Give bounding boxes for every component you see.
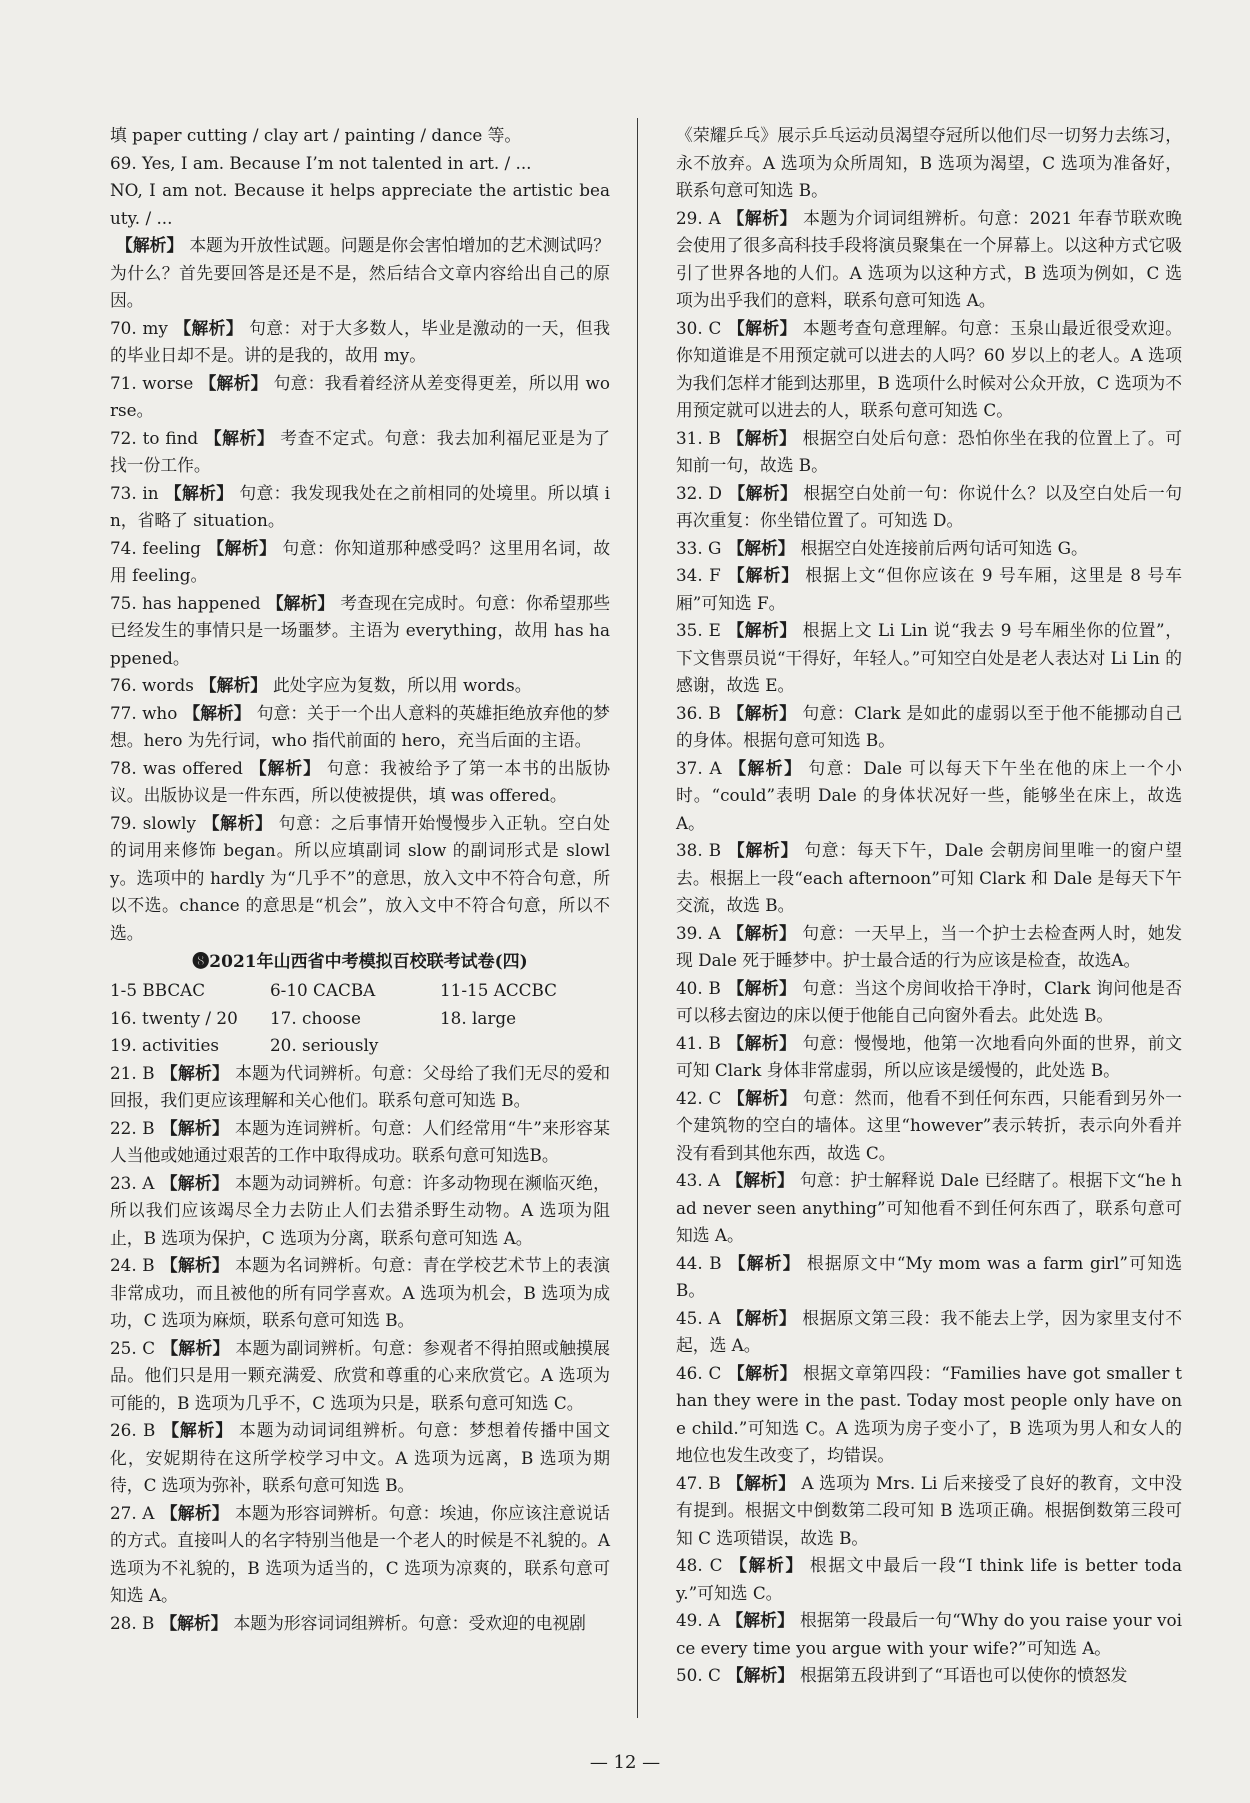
- answer-number: 36. B: [676, 702, 721, 723]
- answer-entry: [676, 837, 1182, 920]
- answer-number: 49. A: [676, 1610, 721, 1630]
- answer-entry: [110, 315, 610, 370]
- answer-number: 73. in: [110, 482, 159, 503]
- answer-number: 44. B: [676, 1252, 722, 1273]
- answer-text: 句意：慢慢地，他第一次地看向外面的世界，前文可知 Clark 身体非常虚弱，所以应该是缓慢的，此处选 B。: [676, 1032, 1182, 1080]
- answer-text: 本题为形容词辨析。句意：埃迪，你应该注意说话的方式。直接叫人的名字特别当他是一个老人的时候是不礼貌的。A 选项为不礼貌的，B 选项为适当的，C 选项为凉爽的，联系句意可知选 A。: [110, 1502, 610, 1605]
- section-heading: ❽2021年山西省中考模拟百校联考试卷(四): [192, 952, 528, 972]
- answer-entry: [110, 590, 610, 673]
- answer-number: 71. worse: [110, 372, 194, 393]
- answer-text: 句意：每天下午，Dale 会朝房间里唯一的窗户望去。根据上一段“each afternoon”可知 Clark 和 Dale 是每天下午交流，故选 B。: [676, 840, 1182, 915]
- answer-entry: [676, 1250, 1182, 1305]
- page-number: — 12 —: [589, 1752, 661, 1773]
- answer-cell: [440, 1032, 610, 1060]
- answer-number: 45. A: [676, 1307, 721, 1328]
- answer-entry: [110, 122, 610, 150]
- answer-text: 句意：关于一个出人意料的英雄拒绝放弃他的梦想。hero 为先行词，who 指代前面的 hero，充当后面的主语。: [110, 702, 610, 750]
- answer-number: 37. A: [676, 757, 722, 778]
- analysis-tag: 【解析】: [726, 1472, 796, 1493]
- analysis-tag: 【解析】: [726, 427, 797, 448]
- answer-text: 根据空白处后句意：恐怕你坐在我的位置上了。可知前一句，故选 B。: [676, 427, 1182, 475]
- analysis-tag: 【解析】: [161, 1337, 230, 1358]
- left-column: [110, 122, 610, 1637]
- analysis-tag: 【解析】: [726, 702, 797, 723]
- answer-entry: [676, 617, 1182, 700]
- answer-number: 42. C: [676, 1087, 722, 1108]
- analysis-tag: 【解析】: [248, 757, 321, 778]
- answer-entry: [110, 370, 610, 425]
- answer-entry: [110, 150, 610, 178]
- analysis-tag: 【解析】: [727, 1362, 797, 1383]
- answer-text: 根据原文第三段：我不能去上学，因为家里支付不起，选 A。: [676, 1307, 1182, 1355]
- answer-entry: [110, 700, 610, 755]
- answer-row: [110, 977, 610, 1005]
- answer-entry: [676, 315, 1182, 425]
- answer-text: 本题为副词辨析。句意：参观者不得拍照或触摸展品。他们只是用一颗充满爱、欣赏和尊重的心来欣赏它。A 选项为可能的，B 选项为几乎不，C 选项为只是，联系句意可知选 C。: [110, 1337, 610, 1413]
- analysis-tag: 【解析】: [173, 317, 244, 338]
- answer-entry: [676, 425, 1182, 480]
- answer-entry: [676, 755, 1182, 838]
- answer-entry: [676, 1360, 1182, 1470]
- analysis-tag: 【解析】: [726, 1665, 795, 1685]
- answer-number: 28. B: [110, 1612, 155, 1633]
- answer-entry: [676, 1470, 1182, 1553]
- answer-text: 句意：当这个房间收拾干净时，Clark 询问他是否可以移去窗边的床以便于他能自己向窗外看去。此处选 B。: [676, 977, 1182, 1025]
- answer-text: 本题为连词辨析。句意：人们经常用“牛”来形容某人当他或她通过艰苦的工作中取得成功。联系句意可知选B。: [110, 1117, 610, 1165]
- answer-entry: [676, 480, 1182, 535]
- analysis-tag: 【解析】: [164, 482, 234, 503]
- answer-number: 76. words: [110, 675, 194, 695]
- answer-row: [110, 1032, 610, 1060]
- analysis-tag: 【解析】: [160, 1117, 229, 1138]
- answer-number: 32. D: [676, 482, 722, 503]
- answer-entry: [676, 920, 1182, 975]
- analysis-tag: 【解析】: [726, 1307, 797, 1328]
- answer-number: 34. F: [676, 565, 721, 585]
- analysis-tag: 【解析】: [727, 1252, 801, 1273]
- analysis-tag: 【解析】: [206, 537, 277, 558]
- answer-text: 句意：我被给予了第一本书的出版协议。出版协议是一件东西，所以使被提供，填 was offered。: [110, 757, 610, 805]
- answer-entry: [110, 1252, 610, 1335]
- answer-number: 41. B: [676, 1032, 721, 1053]
- answer-text: 本题为介词词组辨析。句意：2021 年春节联欢晚会使用了很多高科技手段将演员聚集在一个屏幕上。以这种方式它吸引了世界各地的人们。A 选项为以这种方式，B 选项为例如，C 选项为出乎我们的意料，联系句意可知选 A。: [676, 207, 1182, 310]
- answer-text: 根据第一段最后一句“Why do you raise your voice every time you argue with your wife?”可知选 A。: [676, 1610, 1182, 1658]
- answer-number: 70. my: [110, 317, 168, 338]
- answer-number: 79. slowly: [110, 812, 197, 833]
- analysis-tag: 【解析】: [727, 537, 795, 558]
- analysis-tag: 【解析】: [199, 372, 268, 393]
- answer-entry: [676, 975, 1182, 1030]
- answer-entry: [676, 535, 1182, 563]
- analysis-tag: 【解析】: [726, 207, 798, 228]
- answer-text: 根据空白处前一句：你说什么？以及空白处后一句再次重复：你坐错位置了。可知选 D。: [676, 482, 1182, 530]
- answer-number: 21. B: [110, 1062, 155, 1083]
- analysis-tag: 【解析】: [160, 1172, 229, 1193]
- analysis-tag: 【解析】: [116, 235, 184, 255]
- answer-text: 句意：然而，他看不到任何东西，只能看到另外一个建筑物的空白的墙体。这里“however”表示转折，表示向外看并没有看到其他东西，故选 C。: [676, 1087, 1182, 1163]
- answer-entry: [676, 562, 1182, 617]
- answer-cell: 17. choose: [270, 1007, 361, 1028]
- answer-entry: [110, 810, 610, 948]
- answer-text: 句意：Clark 是如此的虚弱以至于他不能挪动自己的身体。根据句意可知选 B。: [676, 702, 1182, 750]
- analysis-tag: 【解析】: [204, 427, 275, 448]
- analysis-tag: 【解析】: [202, 812, 273, 833]
- answer-text: 句意：我看着经济从差变得更差，所以用 worse。: [110, 372, 610, 420]
- answer-entry: [110, 1610, 610, 1638]
- answer-number: 22. B: [110, 1117, 155, 1138]
- analysis-tag: 【解析】: [727, 757, 803, 778]
- analysis-tag: 【解析】: [726, 922, 797, 943]
- answer-number: 38. B: [676, 840, 722, 860]
- answer-number: 78. was offered: [110, 757, 243, 778]
- answer-number: 43. A: [676, 1170, 721, 1190]
- answer-text: 填 paper cutting / clay art / painting / dance 等。: [110, 125, 522, 145]
- answer-entry: [110, 1417, 610, 1500]
- answer-entry: [110, 480, 610, 535]
- analysis-tag: 【解析】: [160, 1255, 230, 1275]
- answer-entry: [110, 1500, 610, 1610]
- analysis-tag: 【解析】: [266, 592, 335, 613]
- answer-text: 此处字应为复数，所以用 words。: [273, 675, 532, 695]
- answer-entry: [676, 122, 1182, 205]
- answer-number: 48. C: [676, 1555, 723, 1575]
- answer-cell: 11-15 ACCBC: [440, 980, 557, 1000]
- analysis-tag: 【解析】: [183, 702, 251, 723]
- answer-entry: [676, 1552, 1182, 1607]
- answer-entry: [676, 700, 1182, 755]
- analysis-tag: 【解析】: [199, 675, 268, 695]
- answer-text: 根据空白处连接前后两句话可知选 G。: [800, 537, 1088, 558]
- answer-entry: [676, 205, 1182, 315]
- answer-number: 75. has happened: [110, 592, 261, 613]
- answer-entry: [110, 1335, 610, 1418]
- answer-text: 根据文章第四段：“Families have got smaller than they were in the past. Today most people only have one child.”可知选 C。A 选项为房子变小了，B 选项为男人和女人的地位也发生改变了，均错误。: [676, 1362, 1182, 1465]
- answer-cell: 20. seriously: [270, 1035, 379, 1055]
- answer-entry: [676, 1662, 1182, 1690]
- answer-entry: [110, 232, 610, 315]
- analysis-tag: 【解析】: [161, 1420, 234, 1440]
- answer-entry: [676, 1030, 1182, 1085]
- analysis-tag: 【解析】: [727, 840, 799, 860]
- answer-text: 考查现在完成时。句意：你希望那些已经发生的事情只是一场噩梦。主语为 everything，故用 has happened。: [110, 592, 610, 668]
- analysis-tag: 【解析】: [726, 620, 797, 640]
- analysis-tag: 【解析】: [727, 482, 798, 503]
- answer-text: 根据第五段讲到了“耳语也可以使你的愤怒发: [800, 1665, 1128, 1685]
- answer-text: 本题考查句意理解。句意：玉泉山最近很受欢迎。你知道谁是不用预定就可以进去的人吗？60 岁以上的老人。A 选项为我们怎样才能到达那里，B 选项什么时候对公众开放，C 选项为不用预定就可以进去的人，联系句意可知选 C。: [676, 317, 1182, 420]
- answer-number: 26. B: [110, 1420, 156, 1440]
- answer-entry: [110, 755, 610, 810]
- analysis-tag: 【解析】: [726, 1610, 794, 1630]
- answer-entry: [676, 1607, 1182, 1662]
- answer-text: 根据原文中“My mom was a farm girl”可知选 B。: [676, 1252, 1182, 1300]
- answer-number: 25. C: [110, 1337, 156, 1358]
- answer-text: 本题为名词辨析。句意：青在学校艺术节上的表演非常成功，而且被他的所有同学喜欢。A 选项为机会，B 选项为成功，C 选项为麻烦，联系句意可知选 B。: [110, 1255, 610, 1330]
- answer-number: 47. B: [676, 1472, 721, 1493]
- answer-cell: 16. twenty / 20: [110, 1007, 238, 1028]
- answer-text: 《荣耀乒乓》展示乒乓运动员渴望夺冠所以他们尽一切努力去练习，永不放弃。A 选项为众所周知，B 选项为渴望，C 选项为准备好，联系句意可知选 B。: [676, 125, 1182, 200]
- answer-row: [110, 1005, 610, 1033]
- answer-text: 69. Yes, I am. Because I’m not talented in art. / ...: [110, 152, 532, 173]
- answer-cell: 18. large: [440, 1007, 517, 1028]
- answer-entry: [110, 1170, 610, 1253]
- answer-text: 句意：之后事情开始慢慢步入正轨。空白处的词用来修饰 began。所以应填副词 slow 的副词形式是 slowly。选项中的 hardly 为“几乎不”的意思，放入文中不符合句意，所以不选。chance 的意思是“机会”，放入文中不符合句意，所以不选。: [110, 812, 610, 943]
- answer-text: 根据上文“但你应该在 9 号车厢，这里是 8 号车厢”可知选 F。: [676, 565, 1182, 613]
- answer-text: NO, I am not. Because it helps appreciate the artistic beauty. / ...: [110, 180, 610, 228]
- answer-number: 33. G: [676, 537, 722, 558]
- answer-text: 句意：我发现我处在之前相同的处境里。所以填 in，省略了 situation。: [110, 482, 611, 530]
- answer-cell: 6-10 CACBA: [270, 980, 376, 1000]
- answer-text: 本题为动词词组辨析。句意：梦想着传播中国文化，安妮期待在这所学校学习中文。A 选项为远离，B 选项为期待，C 选项为弥补，联系句意可知选 B。: [110, 1420, 610, 1495]
- answer-number: 27. A: [110, 1502, 155, 1523]
- answer-text: 句意：Dale 可以每天下午坐在他的床上一个小时。“could”表明 Dale 的身体状况好一些，能够坐在床上，故选 A。: [676, 757, 1182, 833]
- answer-number: 46. C: [676, 1362, 722, 1383]
- analysis-tag: 【解析】: [726, 1170, 794, 1190]
- answer-number: 23. A: [110, 1172, 155, 1193]
- analysis-tag: 【解析】: [160, 1612, 228, 1633]
- analysis-tag: 【解析】: [728, 1555, 804, 1575]
- answer-text: 本题为动词辨析。句意：许多动物现在濒临灭绝，所以我们应该竭尽全力去防止人们去猎杀野生动物。A 选项为阻止，B 选项为保护，C 选项为分离，联系句意可知选 A。: [110, 1172, 610, 1248]
- answer-number: 39. A: [676, 922, 721, 943]
- answer-text: 根据文中最后一段“I think life is better today.”可知选 C。: [676, 1555, 1182, 1603]
- answer-text: 本题为代词辨析。句意：父母给了我们无尽的爱和回报，我们更应该理解和关心他们。联系句意可知选 B。: [110, 1062, 610, 1110]
- answer-text: 句意：护士解释说 Dale 已经瞎了。根据下文“he had never seen anything”可知他看不到任何东西了，联系句意可知选 A。: [676, 1170, 1182, 1245]
- analysis-tag: 【解析】: [160, 1062, 230, 1083]
- analysis-tag: 【解析】: [160, 1502, 229, 1523]
- answer-text: 本题为形容词词组辨析。句意：受欢迎的电视剧: [233, 1612, 586, 1633]
- analysis-tag: 【解析】: [727, 317, 797, 338]
- answer-text: 考查不定式。句意：我去加利福尼亚是为了找一份工作。: [110, 427, 610, 475]
- answer-number: 30. C: [676, 317, 722, 338]
- analysis-tag: 【解析】: [726, 1032, 797, 1053]
- answer-text: 本题为开放性试题。问题是你会害怕增加的艺术测试吗？为什么？首先要回答是还是不是，然后结合文章内容给出自己的原因。: [110, 235, 610, 310]
- answer-number: 29. A: [676, 207, 721, 228]
- answer-text: 根据上文 Li Lin 说“我去 9 号车厢坐你的位置”，下文售票员说“干得好，年轻人。”可知空白处是老人表达对 Li Lin 的感谢，故选 E。: [676, 620, 1182, 695]
- analysis-tag: 【解析】: [727, 1087, 797, 1108]
- answer-text: 句意：对于大多数人，毕业是激动的一天，但我的毕业日却不是。讲的是我的，故用 my。: [110, 317, 610, 365]
- answer-number: 77. who: [110, 702, 178, 723]
- answer-entry: [110, 425, 610, 480]
- answer-entry: [110, 672, 610, 700]
- answer-entry: [110, 1060, 610, 1115]
- answer-number: 50. C: [676, 1665, 721, 1685]
- answer-text: A 选项为 Mrs. Li 后来接受了良好的教育，文中没有提到。根据文中倒数第二段可知 B 选项正确。根据倒数第三段可知 C 选项错误，故选 B。: [676, 1472, 1182, 1548]
- answer-number: 35. E: [676, 620, 721, 640]
- answer-entry: [676, 1305, 1182, 1360]
- right-column: [676, 122, 1182, 1690]
- answer-number: 72. to find: [110, 427, 199, 448]
- answer-cell: 19. activities: [110, 1035, 220, 1055]
- answer-entry: [110, 535, 610, 590]
- analysis-tag: 【解析】: [726, 565, 800, 585]
- answer-entry: [110, 177, 610, 232]
- answer-number: 40. B: [676, 977, 721, 998]
- answer-entry: [676, 1167, 1182, 1250]
- answer-text: 句意：一天早上，当一个护士去检查两人时，她发现 Dale 死于睡梦中。护士最合适的行为应该是检查，故选A。: [676, 922, 1182, 970]
- column-divider: [637, 118, 638, 1718]
- analysis-tag: 【解析】: [726, 977, 797, 998]
- answer-number: 24. B: [110, 1255, 155, 1275]
- answer-number: 31. B: [676, 427, 721, 448]
- answer-text: 句意：你知道那种感受吗？这里用名词，故用 feeling。: [110, 537, 610, 585]
- answer-cell: 1-5 BBCAC: [110, 980, 206, 1000]
- answer-entry: [676, 1085, 1182, 1168]
- answer-entry: [110, 1115, 610, 1170]
- answer-number: 74. feeling: [110, 537, 201, 558]
